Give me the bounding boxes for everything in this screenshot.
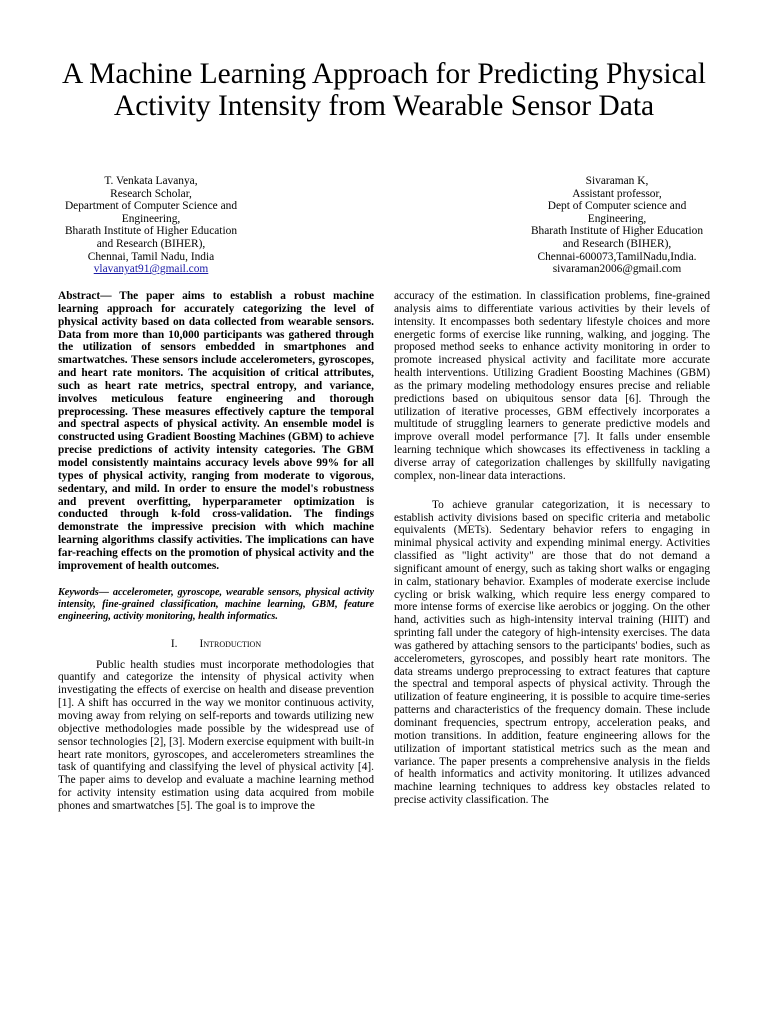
author-role: Research Scholar, — [110, 187, 192, 200]
intro-paragraph-2: To achieve granular categorization, it is necessary to establish activity divisions based on specific criteria and metabolic equivalents (METs). Sedentary behavior refers to engaging in minimal physical activity and expending minimal energy. Activities classified as "light activity" are those that do not demand a significant amount of energy, such as taking short walks or engaging in calm, stationary behavior. Examples of moderate exercise include cycling or brisk walking, which require less energy compared to more intense forms of exercise like aerobics or jogging. On the other hand, activities such as high-intensity interval training (HIIT) and sprinting fall under the category of high-intensity exercises. The data was gathered by attaching sensors to the participants' bodies, such as accelerometers, gyroscopes, and possibly heart rate monitors. The data streams undergo preprocessing to extract features that capture the spectral and temporal aspects of physical activity. Through the utilization of feature engineering, it is possible to acquire time-series patterns and characteristics of the frequency domain. These include dominant frequencies, spectrum entropy, acceleration peaks, and motion transitions. In addition, feature engineering allows for the utilization of important statistical metrics such as the mean and variance. The paper presents a comprehensive analysis in the fields of health informatics and activity monitoring. It utilizes advanced machine learning techniques to address key obstacles related to precise activity classification. The — [394, 498, 710, 807]
author-department-cont: Engineering, — [121, 212, 181, 225]
abstract: Abstract— The paper aims to establish a robust machine learning approach for accurately categorizing the level of physical activity based on data collected from wearable sensors. Data from more than 10,000 participants was gathered through the utilization of sensors embedded in smartphones and smartwatches. These sensors include accelerometers, gyroscopes, and heart rate monitors. The acquisition of critical attributes, such as heart rate metrics, spectral entropy, and variance, involves meticulous feature engineering and thorough preprocessing. These measures effectively capture the temporal and spectral aspects of physical activity. An ensemble model is constructed using Gradient Boosting Machines (GBM) to achieve precise predictions of activity intensity categories. The GBM model consistently maintains accuracy levels above 99% for all types of physical activity, ranging from moderate to vigorous, sedentary, and mild. In order to ensure the model's robustness and prevent overfitting, hyperparameter optimization is conducted through k-fold cross-validation. The findings demonstrate the impressive precision with which machine learning algorithms classify activities. The implications can have far-reaching effects on the promotion of physical activity and the improvement of health outcomes. — [58, 290, 374, 572]
intro-paragraph-1-continued: accuracy of the estimation. In classification problems, fine-grained analysis aims to differentiate various activities by their levels of intensity. It encompasses both sedentary lifestyle choices and more energetic forms of exercise like running, walking, and jogging. The proposed method seeks to enhance activity monitoring in order to promote increased physical activity and facilitate more accurate health interventions. Utilizing Gradient Boosting Machines (GBM) as the primary modeling methodology ensures precise and reliable predictions based on ubiquitous sensor data [6]. Through the utilization of iterative processes, GBM effectively incorporates a multitude of struggling learners to generate predictive models and improve overall model performance [7]. It falls under ensemble learning technique which showcases its effectiveness in tackling a diverse array of categorization challenges by skillfully navigating complex, non-linear data interactions. — [394, 290, 710, 482]
author-block-1 — [26, 175, 276, 276]
paper-title: A Machine Learning Approach for Predicting Physical Activity Intensity from Wearable Sensor Data — [62, 58, 706, 122]
author-email-link[interactable]: vlavanyat91@gmail.com — [93, 263, 209, 276]
author-department: Department of Computer Science and — [64, 200, 238, 213]
author-institution: Bharath Institute of Higher Education — [530, 225, 704, 238]
author-institution-cont: and Research (BIHER), — [562, 237, 672, 250]
author-name: Sivaraman K, — [585, 175, 649, 187]
left-column — [58, 290, 374, 813]
author-location: Chennai, Tamil Nadu, India — [87, 250, 215, 263]
keywords: Keywords— accelerometer, gyroscope, wearable sensors, physical activity intensity, fine-grained classification, machine learning, GBM, feature engineering, activity monitoring, health informatics. — [58, 586, 374, 623]
author-department-cont: Engineering, — [587, 212, 647, 225]
author-department: Dept of Computer science and — [547, 200, 687, 213]
intro-paragraph-1: Public health studies must incorporate methodologies that quantify and categorize the intensity of physical activity when investigating the effects of exercise on health and disease prevention [1]. A shift has occurred in the way we monitor continuous activity, moving away from relying on self-reports and towards utilizing new objective methodologies made possible by the widespread use of sensor technologies [2], [3]. Modern exercise equipment with built-in heart rate monitors, gyroscopes, and accelerometers streamlines the task of quantifying and classifying the level of physical activity [4]. The paper aims to develop and evaluate a machine learning method for activity intensity estimation using data acquired from mobile phones and smartwatches [5]. The goal is to improve the — [58, 658, 374, 812]
author-name: T. Venkata Lavanya, — [104, 175, 198, 187]
author-role: Assistant professor, — [572, 187, 662, 200]
section-heading-introduction — [58, 638, 374, 651]
author-institution-cont: and Research (BIHER), — [96, 237, 206, 250]
section-title: Introduction — [199, 637, 262, 650]
author-location: Chennai-600073,TamilNadu,India. — [537, 250, 697, 263]
author-email: sivaraman2006@gmail.com — [552, 263, 682, 276]
right-column — [394, 290, 710, 807]
author-institution: Bharath Institute of Higher Education — [64, 225, 238, 238]
section-number: I. — [170, 637, 178, 650]
author-block-2 — [492, 175, 742, 276]
